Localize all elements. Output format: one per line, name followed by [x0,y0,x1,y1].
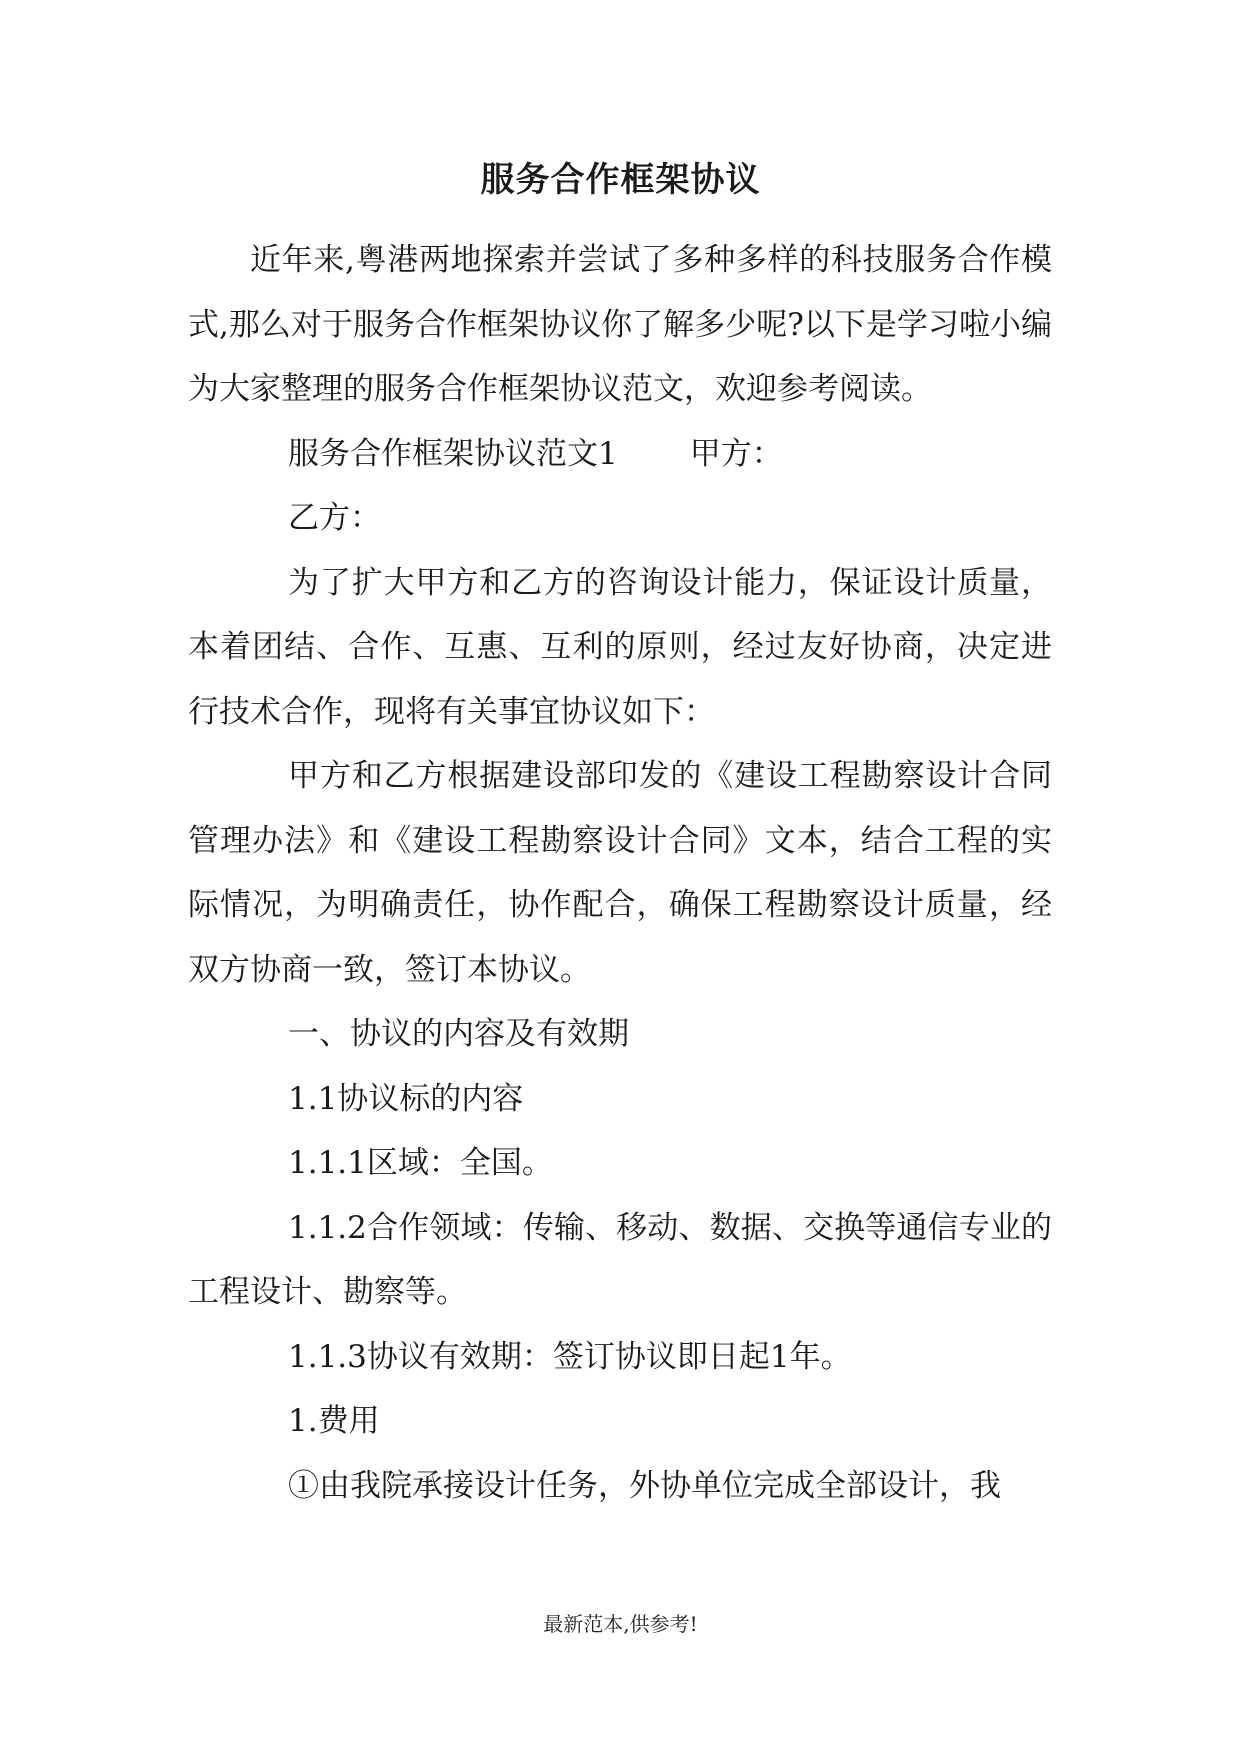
clause-item: 1.1.3协议有效期：签订协议即日起1年。 [288,1338,852,1375]
document-title: 服务合作框架协议 [480,160,761,200]
party-b-label: 乙方： [288,500,381,536]
clause-item: 1.1.1区域：全国。 [288,1145,553,1181]
clause-heading: 1.1协议标的内容 [288,1080,524,1117]
sample-heading-line [188,422,1052,487]
sample-heading: 服务合作框架协议范文1 [288,435,618,472]
document-body [188,228,1052,1518]
section-heading: 一、协议的内容及有效期 [288,1016,629,1052]
body-paragraph: 甲方和乙方根据建设部印发的《建设工程勘察设计合同管理办法》和《建设工程勘察设计合同》文本，结合工程的实际情况，为明确责任，协作配合，确保工程勘察设计质量，经双方协商一致，签订本协议。 [188,758,1052,988]
clause-item: ①由我院承接设计任务，外协单位完成全部设计，我 [288,1467,1001,1504]
clause-item: 1.1.2合作领域：传输、移动、数据、交换等通信专业的工程设计、勘察等。 [188,1209,1052,1310]
party-a-label: 甲方： [689,435,783,472]
clause-heading: 1.费用 [288,1403,380,1439]
page-footer: 最新范本,供参考! [543,1612,698,1636]
body-paragraph: 为了扩大甲方和乙方的咨询设计能力，保证设计质量，本着团结、合作、互惠、互利的原则，经过友好协商，决定进行技术合作，现将有关事宜协议如下： [188,564,1052,730]
intro-paragraph: 近年来,粤港两地探索并尝试了多种多样的科技服务合作模式,那么对于服务合作框架协议你了解多少呢?以下是学习啦小编为大家整理的服务合作框架协议范文，欢迎参考阅读。 [188,242,1052,407]
